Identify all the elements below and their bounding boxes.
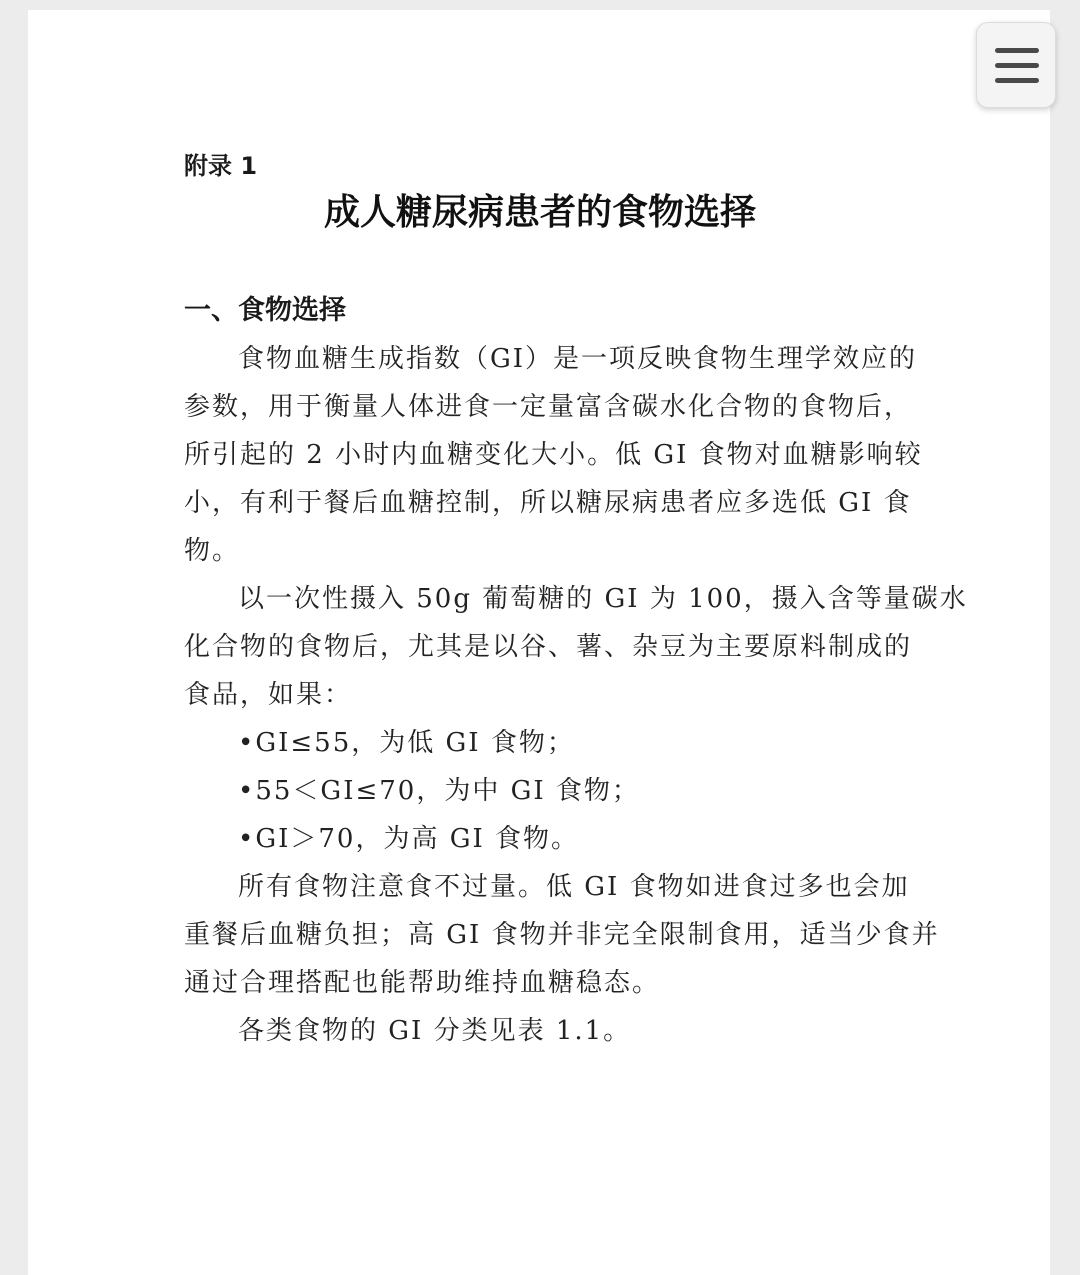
hamburger-menu-icon: [995, 48, 1039, 53]
paragraph-line: 化合物的食物后，尤其是以谷、薯、杂豆为主要原料制成的: [184, 632, 913, 662]
paragraph-line: 所引起的 2 小时内血糖变化大小。低 GI 食物对血糖影响较: [184, 440, 923, 470]
menu-button[interactable]: [976, 22, 1056, 108]
hamburger-menu-icon-bar: [995, 63, 1039, 68]
bullet-item: •GI≤55，为低 GI 食物；: [238, 728, 575, 758]
paragraph-line: 重餐后血糖负担；高 GI 食物并非完全限制食用，适当少食并: [184, 920, 940, 950]
bullet-item: •55＜GI≤70，为中 GI 食物；: [238, 776, 640, 806]
bullet-item: •GI＞70，为高 GI 食物。: [238, 824, 580, 854]
appendix-label: 附录 1: [184, 152, 258, 180]
paragraph-line: 通过合理搭配也能帮助维持血糖稳态。: [184, 968, 661, 998]
paragraph-line: 物。: [184, 536, 241, 566]
section-heading: 一、食物选择: [184, 295, 346, 326]
paragraph-line: 各类食物的 GI 分类见表 1.1。: [238, 1016, 632, 1046]
hamburger-menu-icon-bar: [995, 78, 1039, 83]
paragraph-line: 参数，用于衡量人体进食一定量富含碳水化合物的食物后，: [184, 392, 913, 422]
paragraph-line: 食品，如果：: [184, 680, 353, 710]
document-title: 成人糖尿病患者的食物选择: [323, 192, 756, 233]
paragraph-line: 食物血糖生成指数（GI）是一项反映食物生理学效应的: [238, 344, 918, 374]
paragraph-line: 所有食物注意食不过量。低 GI 食物如进食过多也会加: [238, 872, 910, 902]
paragraph-line: 以一次性摄入 50g 葡萄糖的 GI 为 100，摄入含等量碳水: [238, 584, 968, 614]
paragraph-line: 小，有利于餐后血糖控制，所以糖尿病患者应多选低 GI 食: [184, 488, 912, 518]
